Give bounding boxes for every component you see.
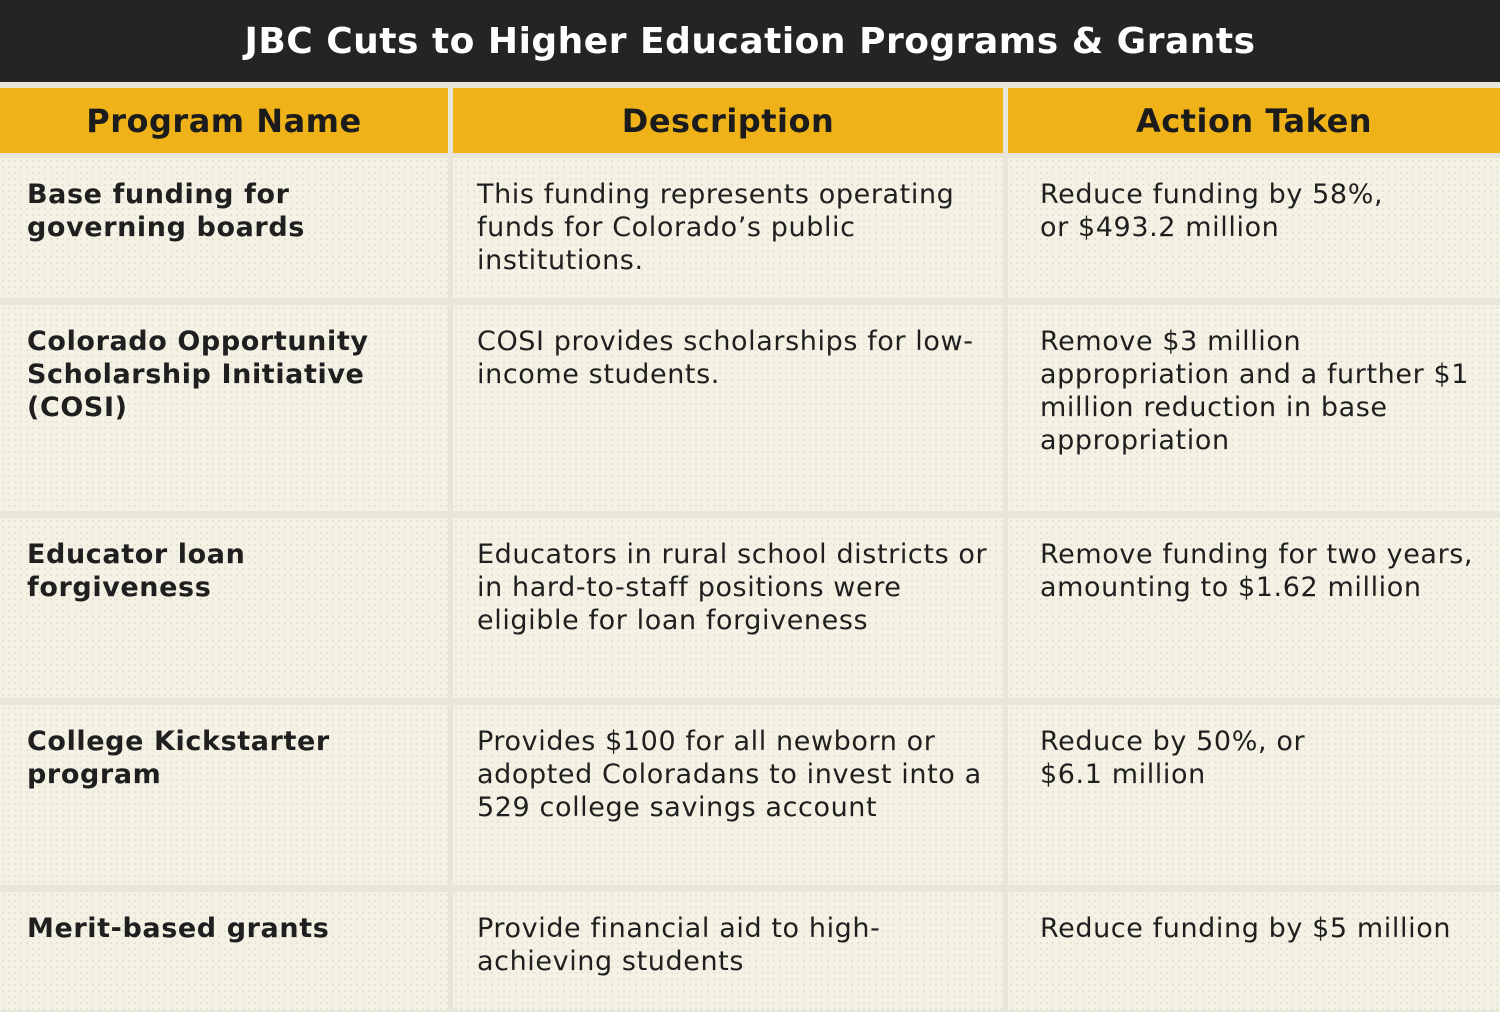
table-title: JBC Cuts to Higher Education Programs & Grants — [0, 0, 1500, 82]
description-cell: Provide financial aid to high-achieving students — [453, 892, 1003, 1010]
action-taken-cell: Reduce funding by $5 million — [1008, 892, 1500, 1010]
description-cell: COSI provides scholarships for low-income students. — [453, 305, 1003, 511]
action-taken-cell: Reduce by 50%, or $6.1 million — [1008, 705, 1500, 885]
table-header — [0, 88, 1500, 153]
program-name-cell: Base funding for governing boards — [0, 158, 448, 298]
program-name-cell: Colorado Opportunity Scholarship Initiative (COSI) — [0, 305, 448, 511]
header-action-taken: Action Taken — [1008, 88, 1500, 153]
program-name-cell: Educator loan forgiveness — [0, 518, 448, 698]
program-name-cell: Merit-based grants — [0, 892, 448, 1010]
header-description: Description — [453, 88, 1003, 153]
header-program-name: Program Name — [0, 88, 448, 153]
description-cell: This funding represents operating funds for Colorado’s public institutions. — [453, 158, 1003, 298]
description-cell: Provides $100 for all newborn or adopted Coloradans to invest into a 529 college savings account — [453, 705, 1003, 885]
table-body — [0, 158, 1500, 1010]
program-name-cell: College Kickstarter program — [0, 705, 448, 885]
action-taken-cell: Reduce funding by 58%, or $493.2 million — [1008, 158, 1500, 298]
description-cell: Educators in rural school districts or in hard-to-staff positions were eligible for loan forgiveness — [453, 518, 1003, 698]
action-taken-cell: Remove $3 million appropriation and a further $1 million reduction in base appropriation — [1008, 305, 1500, 511]
action-taken-cell: Remove funding for two years, amounting to $1.62 million — [1008, 518, 1500, 698]
